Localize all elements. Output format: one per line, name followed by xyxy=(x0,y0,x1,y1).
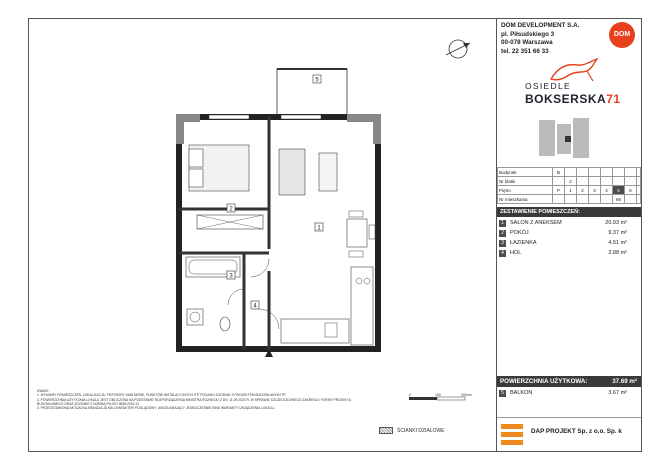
info-panel xyxy=(497,19,641,451)
company-address-2: 00-078 Warszawa xyxy=(501,39,553,47)
company-info xyxy=(501,22,579,56)
dap-logo-icon xyxy=(501,424,523,446)
location-cell: B xyxy=(553,168,565,177)
legend-walls xyxy=(379,427,445,434)
project-number: 71 xyxy=(606,92,621,106)
room-number: 3 xyxy=(499,240,506,247)
room-area: 3.67 m² xyxy=(608,390,627,396)
location-row-building xyxy=(498,168,641,177)
scale-bar xyxy=(409,393,472,400)
scale-tick-200: 200cm xyxy=(461,393,472,397)
drawing-sheet xyxy=(28,18,642,452)
floor-cell: 1 xyxy=(565,186,577,195)
legend-walls-label: ŚCIANKI DZIAŁOWE xyxy=(397,427,445,434)
total-area-value: 37.69 m² xyxy=(612,378,637,385)
room-row xyxy=(497,229,641,238)
room-area: 9.37 m² xyxy=(608,230,627,236)
room-row xyxy=(497,249,641,258)
room-number: 4 xyxy=(499,250,506,257)
room-number: 2 xyxy=(499,230,506,237)
building-key-plan xyxy=(519,114,609,164)
scale-tick-100: 100 xyxy=(435,393,441,397)
note-2: 2. POWIERZCHNIA UŻYTKOWA LOKALU JEST OBLICZONA NA PODSTAWIE ROZPORZĄDZENIA MINISTRA ROZWOJU Z DN. 11.09.2020 R. W SPRAWIE SZCZEGÓŁOWEGO ZAKRESU I FORMY PROJEKTU BUDOWLANEGO ORAZ ZGODNIE Z NORMĄ PN-ISO 9836:2015-12. xyxy=(37,397,352,406)
plan-label-5: 5 xyxy=(315,77,319,84)
company-address-1: pl. Piłsudskiego 3 xyxy=(501,30,555,38)
room-name: BALKON xyxy=(510,390,533,396)
location-label: Nr mieszkania xyxy=(498,195,553,204)
location-row-stair xyxy=(498,177,641,186)
plan-label-4: 4 xyxy=(253,303,257,310)
scale-tick-0: 0 xyxy=(409,393,411,397)
room-area: 20.93 m² xyxy=(605,220,627,226)
project-line1: OSIEDLE xyxy=(525,81,571,91)
location-cell: 2 xyxy=(565,177,577,186)
room-number: 5 xyxy=(499,390,506,397)
plan-label-1: 1 xyxy=(317,225,321,232)
architect-block xyxy=(497,417,641,452)
total-area-label: POWIERZCHNIA UŻYTKOWA: xyxy=(500,378,588,385)
location-row-apartment xyxy=(498,195,641,204)
location-label: Budynek xyxy=(498,168,553,177)
floor-cell: 2 xyxy=(577,186,589,195)
plan-label-3: 3 xyxy=(229,273,233,280)
room-number: 1 xyxy=(499,220,506,227)
floor-plan-pane xyxy=(29,19,497,451)
total-area-bar xyxy=(497,376,641,387)
dom-logo: DOM xyxy=(609,22,635,48)
north-arrow-icon xyxy=(446,40,470,58)
floor-plan xyxy=(29,19,497,451)
floor-cell: 3 xyxy=(589,186,601,195)
room-row xyxy=(497,239,641,248)
balcony-row xyxy=(497,389,641,398)
floor-cell: 4 xyxy=(601,186,613,195)
company-name: DOM DEVELOPMENT S.A. xyxy=(501,22,580,29)
location-label: Piętro xyxy=(498,186,553,195)
note-3: 3. PRZEDSTAWIONA AKTUALNA ARANŻACJA MA CHARAKTER POGLĄDOWY, UMOŻLIWIAJĄCY JEDNOCZEŚNIE INNE WARIANTY URZĄDZENIA LOKALU. xyxy=(37,406,275,411)
plan-label-2: 2 xyxy=(229,206,233,213)
room-name: HOL xyxy=(510,250,522,256)
room-area: 2.88 m² xyxy=(608,250,627,256)
horse-logo-icon xyxy=(547,57,607,83)
rooms-header: ZESTAWIENIE POMIESZCZEŃ: xyxy=(497,207,641,217)
location-table xyxy=(497,167,641,204)
room-name: SALON Z ANEKSEM xyxy=(510,220,562,226)
project-name-text: BOKSERSKA xyxy=(525,92,607,106)
location-row-floor xyxy=(498,186,641,195)
room-row xyxy=(497,219,641,228)
architect-name: DAP PROJEKT Sp. z o.o. Sp. k xyxy=(531,428,622,435)
room-name: ŁAZIENKA xyxy=(510,240,537,246)
floor-cell: 6 xyxy=(625,186,637,195)
project-logo xyxy=(525,57,635,119)
notes-block xyxy=(37,389,377,410)
floor-cell: P xyxy=(553,186,565,195)
project-name xyxy=(525,92,621,106)
company-phone: tel. 22 351 66 33 xyxy=(501,47,549,55)
note-1: 1. WYMIARY POMIESZCZEŃ, LOKALIZACJA, PRZYBORY SANITARNE, PUNKTÓW INSTALACYJNYCH ITP. PODANO ZGODNIE Z PROJEKTEM BUDOWLANYM ITP. xyxy=(37,393,287,398)
floor-cell-active: 5 xyxy=(613,186,625,195)
room-area: 4.51 m² xyxy=(608,240,627,246)
notes-title: UWAGI: xyxy=(37,389,49,393)
apartment-number: 66 xyxy=(613,195,625,204)
hatch-swatch-icon xyxy=(379,427,393,434)
location-label: Nr klatki xyxy=(498,177,553,186)
room-name: POKÓJ xyxy=(510,230,529,236)
